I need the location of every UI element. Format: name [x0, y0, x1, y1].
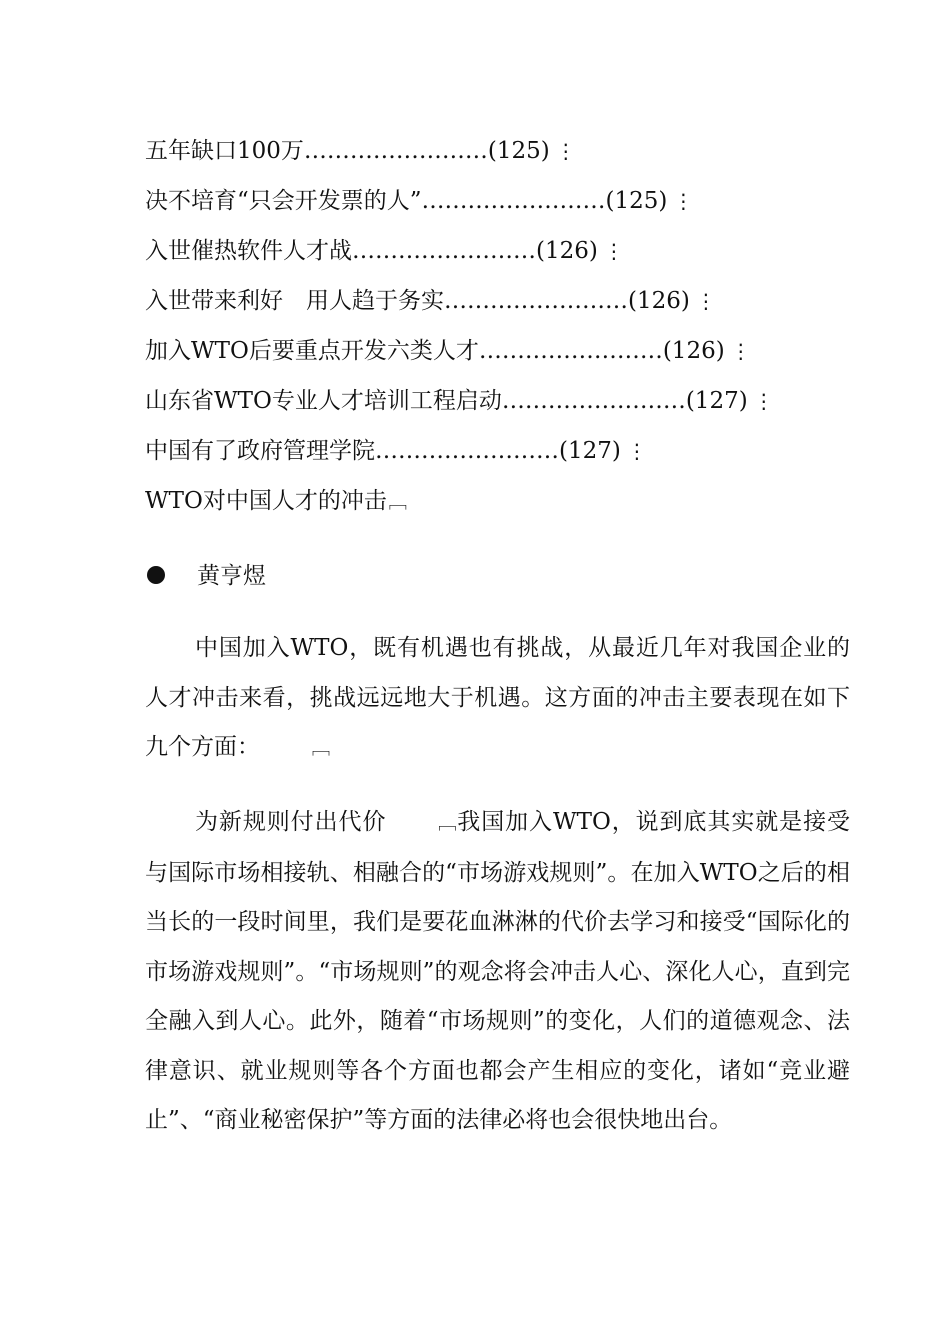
toc-entry: [145, 228, 905, 278]
dots-mark-icon: ⋮: [730, 339, 751, 363]
table-of-contents: [145, 128, 905, 528]
dots-mark-icon: ⋮: [603, 239, 624, 263]
toc-entry: [145, 378, 905, 428]
toc-entry-text: 中国有了政府管理学院……………………(127): [145, 438, 621, 464]
body-paragraph: [145, 624, 850, 774]
dots-mark-icon: ⋮: [626, 439, 647, 463]
body-paragraph: [145, 798, 850, 1146]
toc-entry-text: 入世带来利好 用人趋于务实……………………(126): [145, 288, 690, 314]
author-name: 黄亨煜: [197, 563, 266, 589]
paragraph-text: 中国加入WTO，既有机遇也有挑战，从最近几年对我国企业的人才冲击来看，挑战远远地大于机遇。这方面的冲击主要表现在如下九个方面：: [145, 635, 850, 760]
toc-entry: [145, 328, 905, 378]
toc-entry: [145, 428, 905, 478]
dots-mark-icon: ⋮: [753, 389, 774, 413]
dots-mark-icon: ⋮: [673, 189, 694, 213]
toc-entry-text: 入世催热软件人才战……………………(126): [145, 238, 598, 264]
toc-entry: [145, 178, 905, 228]
toc-entry-text: 决不培育“只会开发票的人”……………………(125): [145, 188, 668, 214]
article-title-text: WTO对中国人才的冲击: [145, 488, 387, 514]
bullet-icon: [147, 566, 165, 584]
toc-entry-text: 加入WTO后要重点开发六类人才……………………(126): [145, 338, 725, 364]
bracket-mark-icon: ﹇: [388, 492, 407, 513]
paragraph-text: 我国加入WTO，说到底其实就是接受与国际市场相接轨、相融合的“市场游戏规则”。在加入WTO之后的相当长的一段时间里，我们是要花血淋淋的代价去学习和接受“国际化的市场游戏规则”。“市场规则”的观念将会冲击人心、深化人心，直到完全融入到人心。此外，随着“市场规则”的变化，人们的道德观念、法律意识、就业规则等各个方面也都会产生相应的变化，诸如“竞业避止”、“商业秘密保护”等方面的法律必将也会很快地出台。: [145, 809, 850, 1133]
toc-entry-text: 山东省WTO专业人才培训工程启动……………………(127): [145, 388, 748, 414]
section-heading-inline: 为新规则付出代价: [195, 809, 387, 835]
toc-entry: [145, 278, 905, 328]
dots-mark-icon: ⋮: [555, 139, 576, 163]
dots-mark-icon: ⋮: [695, 289, 716, 313]
toc-entry: [145, 128, 905, 178]
bracket-mark-icon: ﹇: [438, 813, 457, 834]
author-line: [147, 555, 266, 597]
toc-entry-text: 五年缺口100万……………………(125): [145, 138, 550, 164]
bracket-mark-icon: ﹇: [312, 738, 330, 759]
article-title: [145, 478, 905, 528]
